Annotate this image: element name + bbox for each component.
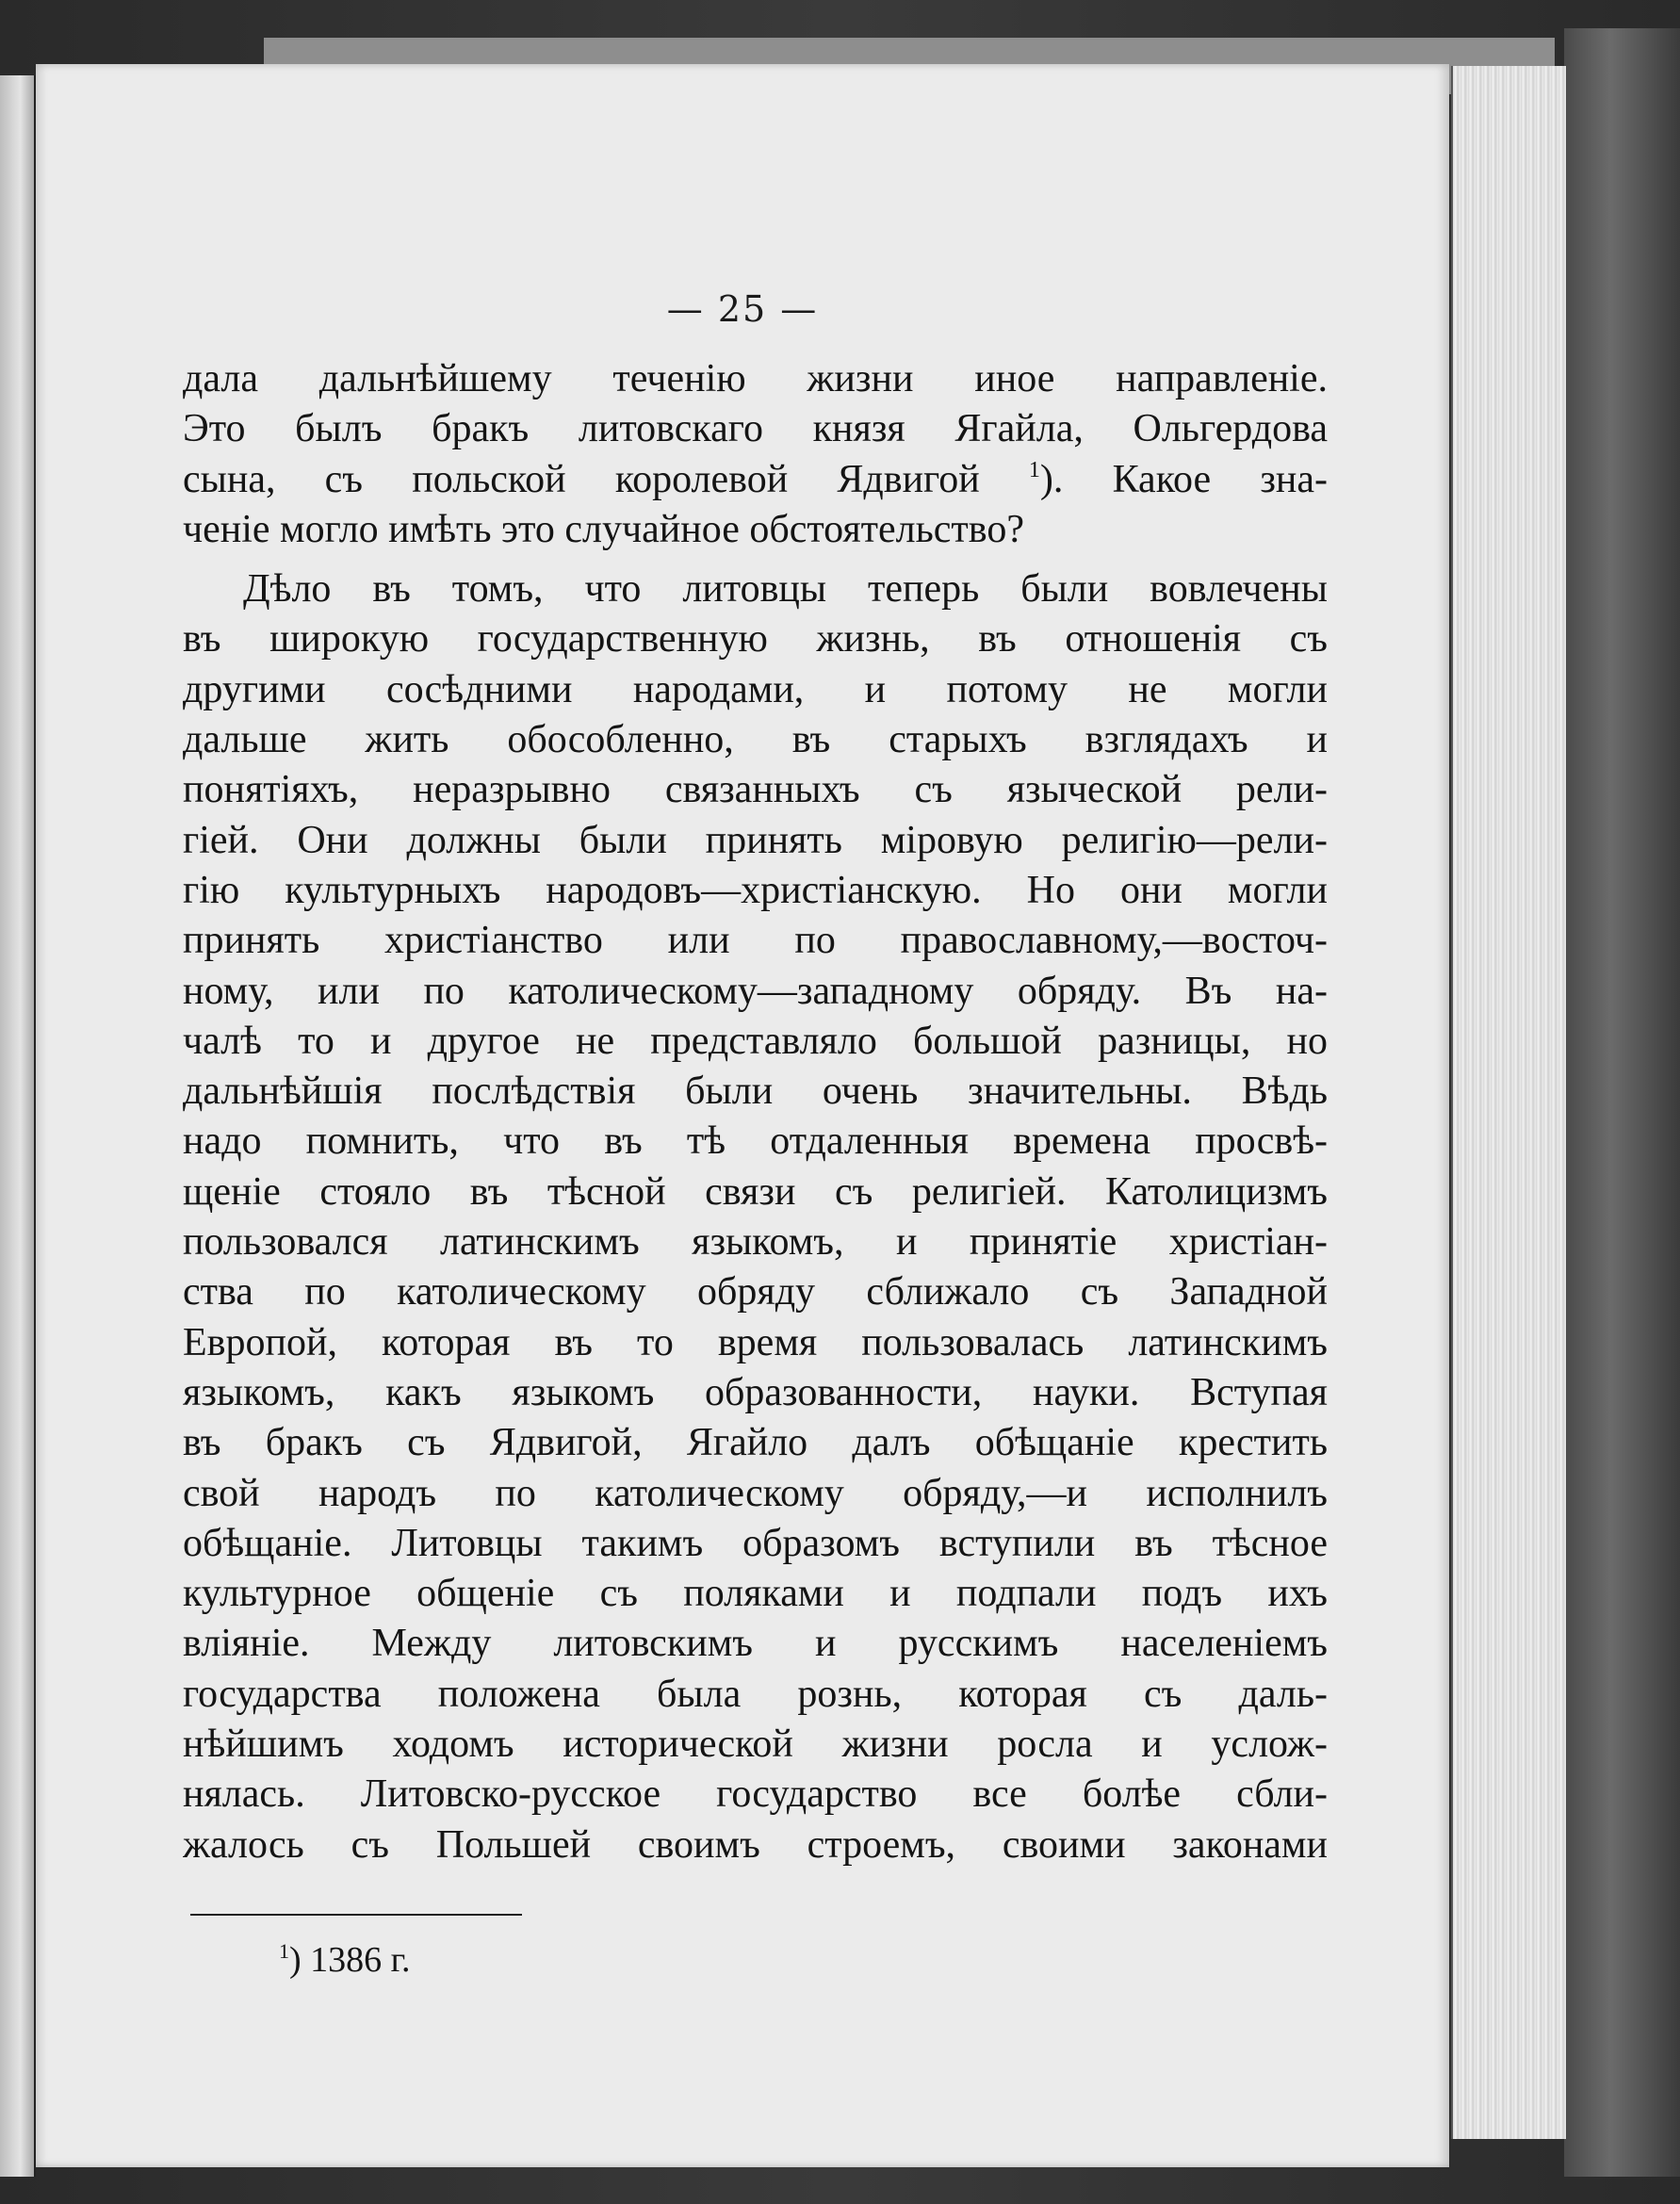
text-line: ства по католическому обряду сближало съ Западной [183, 1270, 1328, 1314]
previous-page-edge [0, 75, 36, 2177]
footnote-mark: 1 [279, 1939, 289, 1963]
footnote [279, 1939, 410, 1981]
text-line: понятіяхъ, неразрывно связанныхъ съ языческой рели- [183, 768, 1328, 812]
paragraph-gap [183, 555, 1328, 564]
text-line: другими сосѣдними народами, и потому не могли [183, 667, 1328, 711]
text-line: гію культурныхъ народовъ—христіанскую. Но они могли [183, 868, 1328, 912]
text-line: дальше жить обособленно, въ старыхъ взглядахъ и [183, 718, 1328, 762]
text-line: чалѣ то и другое не представляло большой разницы, но [183, 1019, 1328, 1063]
text-line: принять христіанство или по православному,—восточ- [183, 919, 1328, 963]
text-line: въ широкую государственную жизнь, въ отношенія съ [183, 617, 1328, 661]
text-segment: ). Какое зна- [1039, 457, 1328, 501]
text-line: надо помнить, что въ тѣ отдаленныя времена просвѣ- [183, 1119, 1328, 1164]
text-line: въ бракъ съ Ядвигой, Ягайло далъ обѣщаніе крестить [183, 1421, 1328, 1465]
text-line: щеніе стояло въ тѣсной связи съ религіей. Католицизмъ [183, 1169, 1328, 1214]
text-line: обѣщаніе. Литовцы такимъ образомъ вступили въ тѣсное [183, 1521, 1328, 1565]
footnote-reference[interactable]: 1 [1028, 457, 1040, 482]
text-line: Европой, которая въ то время пользовалась латинскимъ [183, 1320, 1328, 1364]
text-line: культурное общеніе съ поляками и подпали подъ ихъ [183, 1572, 1328, 1616]
text-line: ному, или по католическому—западному обряду. Въ на- [183, 969, 1328, 1013]
text-line: пользовался латинскимъ языкомъ, и принятіе христіан- [183, 1220, 1328, 1265]
book-cover-edge [1564, 28, 1680, 2177]
book-page [36, 64, 1449, 2167]
text-line: вліяніе. Между литовскимъ и русскимъ населеніемъ [183, 1622, 1328, 1666]
footnote-divider [190, 1914, 522, 1916]
page-stack-edges [1451, 66, 1566, 2139]
text-line [183, 455, 1328, 505]
text-line: свой народъ по католическому обряду,—и исполнилъ [183, 1471, 1328, 1515]
text-line: нѣйшимъ ходомъ исторической жизни росла и услож- [183, 1722, 1328, 1767]
page-number: — 25 — [666, 288, 819, 330]
text-segment: сына, съ польской королевой Ядвигой [183, 457, 980, 501]
text-line: дала дальнѣйшему теченію жизни иное направленіе. [183, 357, 1328, 400]
body-text [183, 354, 1328, 1870]
text-line: нялась. Литовско-русское государство все болѣе сбли- [183, 1772, 1328, 1817]
text-line: Это былъ бракъ литовскаго князя Ягайла, Ольгердова [183, 407, 1328, 451]
text-line: жалось съ Польшей своимъ строемъ, своими законами [183, 1822, 1328, 1867]
text-line: ченіе могло имѣть это случайное обстоятельство? [183, 507, 1024, 551]
text-line: Дѣло въ томъ, что литовцы теперь были вовлечены [243, 567, 1328, 612]
text-line: дальнѣйшія послѣдствія были очень значительны. Вѣдь [183, 1069, 1328, 1114]
footnote-text: ) 1386 г. [289, 1940, 411, 1980]
text-line: языкомъ, какъ языкомъ образованности, науки. Вступая [183, 1370, 1328, 1414]
text-line: государства положена была рознь, которая съ даль- [183, 1672, 1328, 1716]
text-line: гіей. Они должны были принять міровую религію—рели- [183, 818, 1328, 862]
